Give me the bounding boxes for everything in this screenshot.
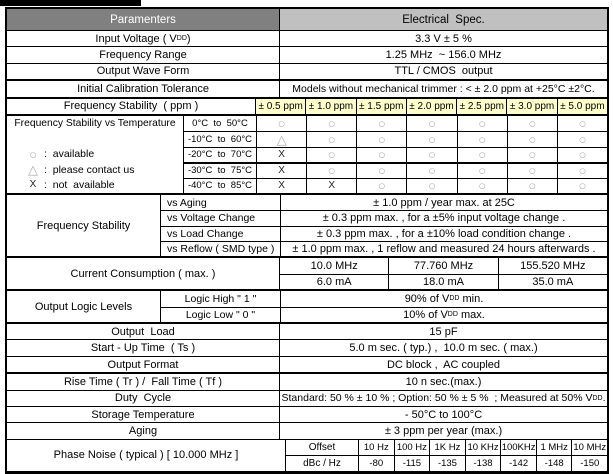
frequency-stability-label: Frequency Stability (36, 219, 131, 232)
phase-noise-grid (285, 440, 607, 471)
vs-aging-value: ± 1.0 ppm / year max. at 25C (280, 195, 607, 210)
temp-row-m40-85 (184, 178, 607, 193)
frequency-stability-rows (160, 195, 607, 257)
electrical-spec-table (5, 7, 609, 474)
frequency-range-value: 1.25 MHz ~ 156.0 MHz (279, 47, 607, 62)
matrix-cell: ○ (406, 164, 456, 177)
matrix-cell: ○ (457, 116, 507, 131)
frequency-stability-ppm-label: Frequency Stability ( ppm ) (63, 100, 199, 113)
matrix-cell: ○ (306, 148, 356, 162)
current-consumption-frequencies (280, 258, 607, 273)
initial-calibration-label: Initial Calibration Tolerance (77, 82, 209, 95)
pn-value-1: -115 (394, 456, 430, 470)
matrix-cell: ○ (457, 132, 507, 146)
top-black-bar (0, 0, 141, 6)
header-electrical-spec-label: Electrical Spec. (402, 13, 485, 26)
pn-offset-4: 100KHz (500, 440, 536, 455)
matrix-cell: ○ (557, 164, 607, 177)
rise-fall-time-value: 10 n sec.(max.) (279, 374, 607, 389)
logic-low-label: Logic Low " 0 " (185, 308, 256, 321)
row-frequency-stability-ppm (7, 97, 607, 114)
logic-low-value: 10% of V DD max. (280, 308, 607, 322)
temp-range-m30-75: -30°C to 75°C (187, 165, 253, 177)
matrix-cell: △ (256, 132, 306, 146)
temp-row-m30-75 (184, 162, 607, 177)
temp-range-m40-85: -40°C to 85°C (187, 180, 253, 192)
cc-frequency-0: 10.0 MHz (310, 260, 358, 273)
phase-noise-unit-label: dBc / Hz (303, 457, 341, 469)
circle-icon: ○ (29, 146, 37, 162)
pn-value-0: -80 (358, 456, 394, 470)
row-output-wave-form (7, 63, 607, 79)
output-load-value: 15 pF (279, 324, 607, 339)
aging-label: Aging (128, 425, 158, 438)
row-storage-temperature (7, 406, 607, 422)
row-output-format (7, 356, 607, 372)
cc-current-1: 18.0 mA (388, 275, 497, 289)
matrix-cell: ○ (256, 116, 306, 131)
duty-cycle-value: Standard: 50 % ± 10 % ; Option: 50 % ± 5 % ; Measured at 50% V DD . (279, 391, 607, 406)
logic-high-label: Logic High " 1 " (184, 292, 257, 305)
matrix-cell: X (306, 179, 356, 193)
table-header-row (7, 9, 607, 30)
row-input-voltage (7, 30, 607, 46)
legend-available: ○ : available (7, 147, 183, 162)
output-format-label: Output Format (107, 358, 179, 371)
vs-reflow-label: vs Reflow ( SMD type ) (167, 243, 275, 256)
header-parameters (7, 9, 279, 30)
row-vs-load-change (161, 226, 607, 241)
phase-noise-values-row (286, 455, 607, 470)
matrix-cell: ○ (356, 116, 406, 131)
pn-offset-3: 10 KHz (465, 440, 501, 455)
section-current-consumption (7, 256, 607, 289)
pn-offset-2: 1K Hz (429, 440, 465, 455)
temperature-matrix-spacer (7, 131, 183, 146)
cc-frequency-1: 77.760 MHz (388, 258, 497, 273)
pn-offset-5: 1 MHz (536, 440, 572, 455)
temperature-matrix-title: Frequency Stability vs Temperature (14, 118, 176, 130)
row-rise-fall-time (7, 372, 607, 389)
output-wave-form-label: Output Wave Form (96, 65, 190, 78)
output-logic-levels-rows (160, 291, 607, 322)
temp-range-0-50: 0°C to 50°C (192, 118, 248, 130)
section-frequency-stability (7, 193, 607, 257)
matrix-cell: X (256, 148, 306, 162)
start-up-time-value: 5.0 m sec. ( typ.) , 10.0 m sec. ( max.) (279, 340, 607, 355)
matrix-cell: ○ (507, 148, 557, 162)
matrix-cell: ○ (507, 132, 557, 146)
triangle-icon: △ (28, 162, 38, 178)
row-vs-reflow (161, 241, 607, 256)
matrix-cell: ○ (457, 179, 507, 193)
input-voltage-value: 3.3 V ± 5 % (279, 31, 607, 46)
vs-voltage-change-label: vs Voltage Change (167, 212, 256, 225)
matrix-cell: ○ (507, 179, 557, 193)
header-electrical-spec (279, 9, 607, 30)
rise-fall-time-label: Rise Time ( Tr ) / Fall Time ( Tf ) (63, 375, 223, 388)
temp-row-m20-70 (184, 147, 607, 162)
output-wave-form-value: TTL / CMOS output (279, 64, 607, 79)
matrix-cell: ○ (457, 164, 507, 177)
row-output-load (7, 322, 607, 339)
storage-temperature-label: Storage Temperature (91, 408, 195, 421)
temp-row-0-50 (184, 116, 607, 131)
pn-value-4: -142 (500, 456, 536, 470)
output-load-label: Output Load (111, 325, 175, 338)
ppm-column-2: ± 1.5 ppm (356, 99, 406, 114)
duty-cycle-label: Duty Cycle (114, 392, 172, 405)
matrix-cell: ○ (557, 132, 607, 146)
matrix-cell: ○ (557, 179, 607, 193)
temp-range-m10-60: -10°C to 60°C (187, 134, 253, 146)
temperature-matrix-label-box (7, 116, 183, 193)
matrix-cell: ○ (507, 116, 557, 131)
row-frequency-range (7, 46, 607, 62)
matrix-cell: X (256, 164, 306, 177)
pn-offset-1: 100 Hz (394, 440, 430, 455)
matrix-cell: ○ (507, 164, 557, 177)
pn-offset-6: 10 MHz (571, 440, 607, 455)
section-temperature-matrix (7, 114, 607, 193)
pn-offset-0: 10 Hz (358, 440, 394, 455)
matrix-cell: ○ (406, 132, 456, 146)
pn-value-3: -138 (465, 456, 501, 470)
phase-noise-offset-label: Offset (308, 441, 336, 453)
output-logic-levels-label: Output Logic Levels (34, 300, 133, 313)
matrix-cell: ○ (557, 116, 607, 131)
section-phase-noise (7, 439, 607, 471)
cc-current-2: 35.0 mA (498, 275, 607, 289)
pn-value-5: -148 (536, 456, 572, 470)
temperature-matrix-grid (183, 116, 607, 193)
current-consumption-grid (279, 258, 607, 289)
legend-please-contact: △ : please contact us (28, 162, 135, 178)
current-consumption-label: Current Consumption ( max. ) (70, 267, 216, 280)
row-vs-voltage-change (161, 210, 607, 225)
cc-current-0: 6.0 mA (316, 276, 352, 289)
current-consumption-values (280, 274, 607, 289)
vs-load-change-label: vs Load Change (167, 227, 244, 240)
ppm-column-5: ± 3.0 ppm (506, 99, 556, 114)
start-up-time-label: Start - Up Time ( Ts ) (90, 342, 196, 355)
row-duty-cycle (7, 390, 607, 406)
matrix-cell: ○ (356, 164, 406, 177)
matrix-cell: ○ (406, 148, 456, 162)
temp-row-m10-60 (184, 131, 607, 146)
matrix-cell: ○ (356, 132, 406, 146)
matrix-cell: ○ (306, 132, 356, 146)
matrix-cell: ○ (406, 179, 456, 193)
pn-value-2: -135 (429, 456, 465, 470)
phase-noise-offsets-row (286, 440, 607, 455)
phase-noise-label: Phase Noise ( typical ) [ 10.000 MHz ] (53, 449, 239, 462)
row-logic-low (161, 307, 607, 322)
row-start-up-time (7, 339, 607, 355)
header-parameters-label: Paramenters (110, 13, 176, 26)
input-voltage-label: Input Voltage ( V DD ) (95, 32, 191, 45)
row-aging (7, 422, 607, 438)
initial-calibration-value: Models without mechanical trimmer : < ± 2.0 ppm at +25°C ±2°C. (279, 81, 607, 96)
row-logic-high (161, 291, 607, 306)
aging-value: ± 3 ppm per year (max.) (279, 423, 607, 438)
vs-load-change-value: ± 0.3 ppm max. , for a ±10% load condition change . (280, 227, 607, 241)
row-initial-calibration-tolerance (7, 79, 607, 96)
pn-value-6: -150 (571, 456, 607, 470)
logic-high-value: 90% of V DD min. (280, 291, 607, 306)
x-icon: X (29, 179, 37, 191)
legend-not-available: X : not available (7, 178, 183, 193)
matrix-cell: ○ (457, 148, 507, 162)
matrix-cell: ○ (356, 179, 406, 193)
matrix-cell: ○ (356, 148, 406, 162)
ppm-column-6: ± 5.0 ppm (557, 99, 607, 114)
storage-temperature-value: - 50°C to 100°C (279, 407, 607, 422)
vs-voltage-change-value: ± 0.3 ppm max. , for a ±5% input voltage change . (280, 211, 607, 225)
matrix-cell: X (256, 179, 306, 193)
matrix-cell: ○ (306, 164, 356, 177)
matrix-cell: ○ (557, 148, 607, 162)
ppm-column-3: ± 2.0 ppm (406, 99, 456, 114)
ppm-column-1: ± 1.0 ppm (305, 99, 355, 114)
cc-frequency-2: 155.520 MHz (498, 258, 607, 273)
row-vs-aging (161, 195, 607, 210)
vs-aging-label: vs Aging (167, 196, 207, 209)
ppm-column-4: ± 2.5 ppm (456, 99, 506, 114)
vs-reflow-value: ± 1.0 ppm max. , 1 reflow and measured 24 hours afterwards . (280, 242, 607, 256)
frequency-range-label: Frequency Range (99, 49, 187, 62)
temp-range-m20-70: -20°C to 70°C (187, 149, 253, 161)
ppm-column-0: ± 0.5 ppm (255, 99, 305, 114)
section-output-logic-levels (7, 289, 607, 322)
matrix-cell: ○ (306, 116, 356, 131)
matrix-cell: ○ (406, 116, 456, 131)
output-format-value: DC block , AC coupled (279, 357, 607, 372)
